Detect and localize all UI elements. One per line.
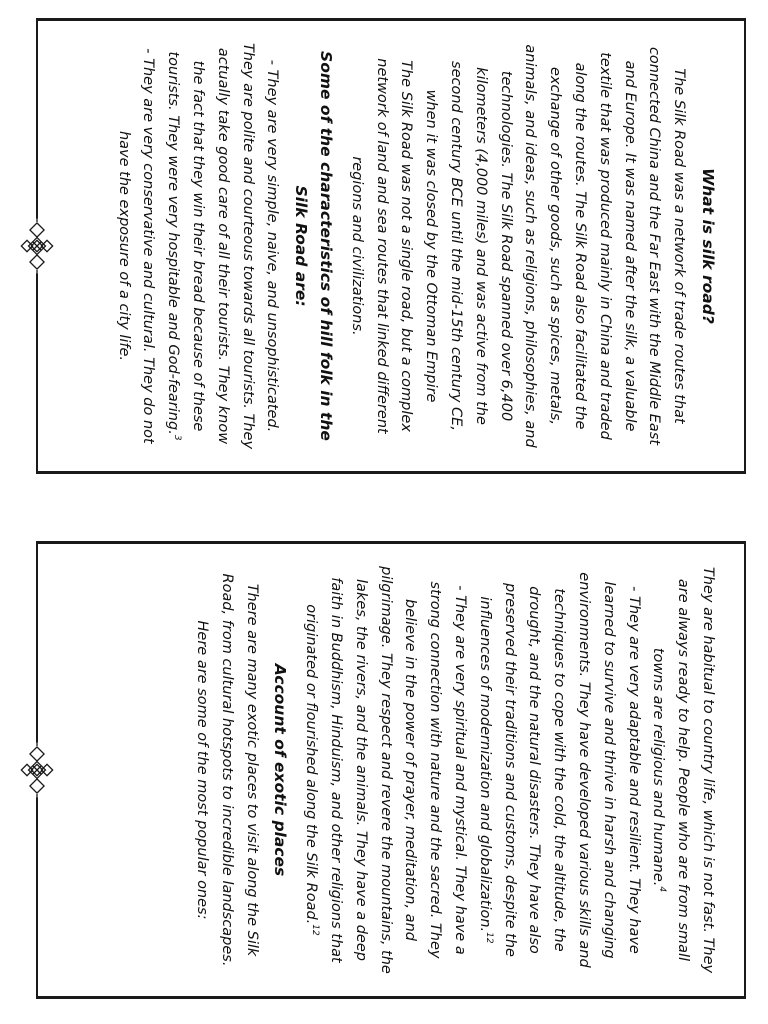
page-panel-bottom <box>36 541 746 999</box>
paragraph-country-life-text: They are habitual to country life, which is not fast. They are always ready to help. People who are from small towns are religious and humane. <box>650 566 716 974</box>
page-panel-top <box>36 18 746 474</box>
endless-knot-icon <box>20 216 54 276</box>
paragraph-silk-road-network: The Silk Road was not a single road, but a complex network of land and sea routes that linked different regions and civilizations. <box>348 58 415 434</box>
heading-hill-folk-characteristics: Some of the characteristics of hill folk in the Silk Road are: <box>292 51 336 441</box>
citation-marker: 3 <box>172 434 183 441</box>
bullet-simple-naive-text: - They are very simple, naive, and unsophisticated. They are polite and courteous towards all tourists. They actually take good care of all their tourists. They know the fact that they win their bread because of these tourists. They were very hospitable and God-fearing. <box>165 42 281 450</box>
paragraph-silk-road-definition: The Silk Road was a network of trade routes that connected China and the Far East with the Middle East and Europe. It was named after the silk, a valuable textile that was produced mainly in China and traded along the routes. The Silk Road also facilitated the exchange of other goods, such as spices, metals, animals, and ideas, such as religions, philosophies, and technologies. The Silk Road spanned over 6,400 kilometers (4,000 miles) and was active from the second century BCE until the mid-15th century CE, when it was closed by the Ottoman Empire <box>423 44 688 448</box>
paragraph-exotic-places: There are many exotic places to visit along the Silk Road, from cultural hotspots to incredible landscapes. Here are some of the most popular ones: <box>194 573 260 967</box>
bullet-spiritual-mystical <box>298 565 472 975</box>
paragraph-country-life <box>646 565 720 975</box>
heading-what-is-silk-road: What is silk road? <box>699 168 717 324</box>
bullet-adaptable-resilient <box>472 565 646 975</box>
citation-marker: 4 <box>657 886 668 893</box>
page-content-bottom <box>60 565 720 975</box>
bullet-spiritual-mystical-text: - They are very spiritual and mystical. They have a strong connection with nature and the sacred. They believe in the power of prayer, meditation, and pilgrimage. They respect and revere the mountains, the lakes, the rivers, and the animals. They have a deep faith in Buddhism, Hinduism, and other religions that originated or flourished along the Silk Road. <box>303 566 469 974</box>
endless-knot-icon <box>20 740 54 800</box>
bullet-adaptable-resilient-text: - They are very adaptable and resilient. They have learned to survive and thrive in harsh and changing environments. They have developed various skills and techniques to cope with the cold, the altitude, the drought, and the natural disasters. They have also preserved their traditions and customs, despite the influences of modernization and globalization. <box>476 572 642 968</box>
heading-exotic-places: Account of exotic places <box>271 663 290 877</box>
page-content-top <box>60 41 720 451</box>
bullet-simple-naive <box>160 41 284 451</box>
bullet-conservative-cultural: - They are very conservative and cultural. They do not have the exposure of a city life. <box>115 48 157 444</box>
citation-marker: 12 <box>483 932 494 944</box>
citation-marker: 12 <box>310 924 321 936</box>
